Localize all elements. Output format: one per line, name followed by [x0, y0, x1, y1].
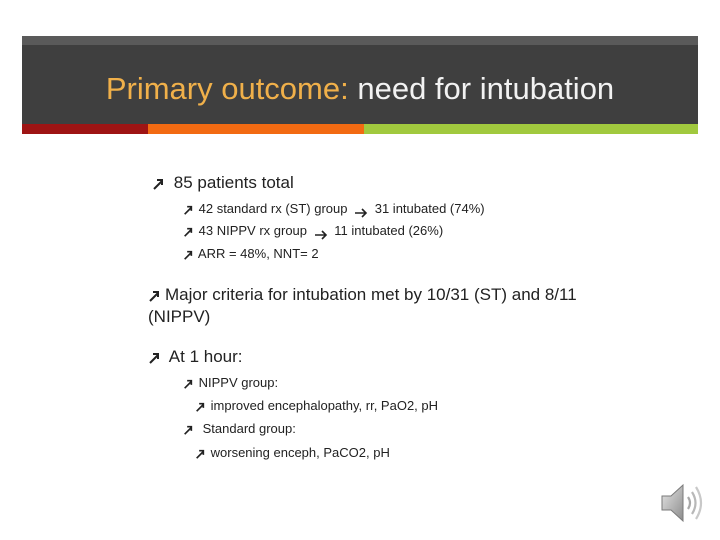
bullet-text: NIPPV group:	[198, 375, 279, 390]
diagonal-arrow-icon	[195, 402, 206, 412]
bullet-result: 11 intubated (26%)	[334, 223, 444, 238]
bullet-nippv-improved	[195, 397, 438, 415]
diagonal-arrow-icon	[195, 449, 206, 459]
bullet-major-criteria	[148, 284, 588, 328]
diagonal-arrow-icon	[183, 379, 194, 389]
right-arrow-icon	[354, 205, 368, 215]
stripe-orange	[148, 124, 364, 134]
title-band	[22, 36, 698, 124]
bullet-arr-nnt	[183, 245, 319, 263]
diagonal-arrow-icon	[148, 352, 161, 364]
diagonal-arrow-icon	[152, 178, 165, 190]
bullet-text: 42 standard rx (ST) group	[198, 201, 348, 216]
bullet-st-group	[183, 200, 485, 218]
diagonal-arrow-icon	[183, 250, 194, 260]
diagonal-arrow-icon	[183, 227, 194, 237]
bullet-text: At 1 hour:	[168, 347, 243, 366]
bullet-standard-worsening	[195, 444, 390, 462]
title-accent: Primary outcome:	[105, 71, 349, 106]
bullet-at-1-hour	[148, 346, 243, 368]
bullet-text: Major criteria for intubation met by 10/31 (ST) and 8/11 (NIPPV)	[148, 285, 577, 326]
bullet-nippv-group	[183, 222, 443, 240]
bullet-text: ARR = 48%, NNT= 2	[197, 246, 319, 261]
bullet-text: 43 NIPPV rx group	[198, 223, 308, 238]
bullet-text: 85 patients total	[173, 173, 294, 192]
diagonal-arrow-icon	[183, 425, 194, 435]
bullet-result: 31 intubated (74%)	[374, 201, 485, 216]
bullet-text: improved encephalopathy, rr, PaO2, pH	[210, 398, 439, 413]
right-arrow-icon	[314, 227, 328, 237]
bullet-text: Standard group:	[202, 421, 296, 436]
slide-title	[22, 69, 698, 109]
bullet-nippv-1h	[183, 374, 278, 392]
diagonal-arrow-icon	[148, 290, 161, 302]
bullet-patients-total	[152, 172, 294, 194]
title-rest: need for intubation	[357, 71, 615, 106]
bullet-standard-1h	[183, 420, 296, 438]
speaker-icon[interactable]	[658, 478, 708, 528]
stripe-green	[364, 124, 698, 134]
stripe-red	[22, 124, 148, 134]
title-top-highlight	[22, 36, 698, 45]
diagonal-arrow-icon	[183, 205, 194, 215]
bullet-text: worsening enceph, PaCO2, pH	[210, 445, 390, 460]
